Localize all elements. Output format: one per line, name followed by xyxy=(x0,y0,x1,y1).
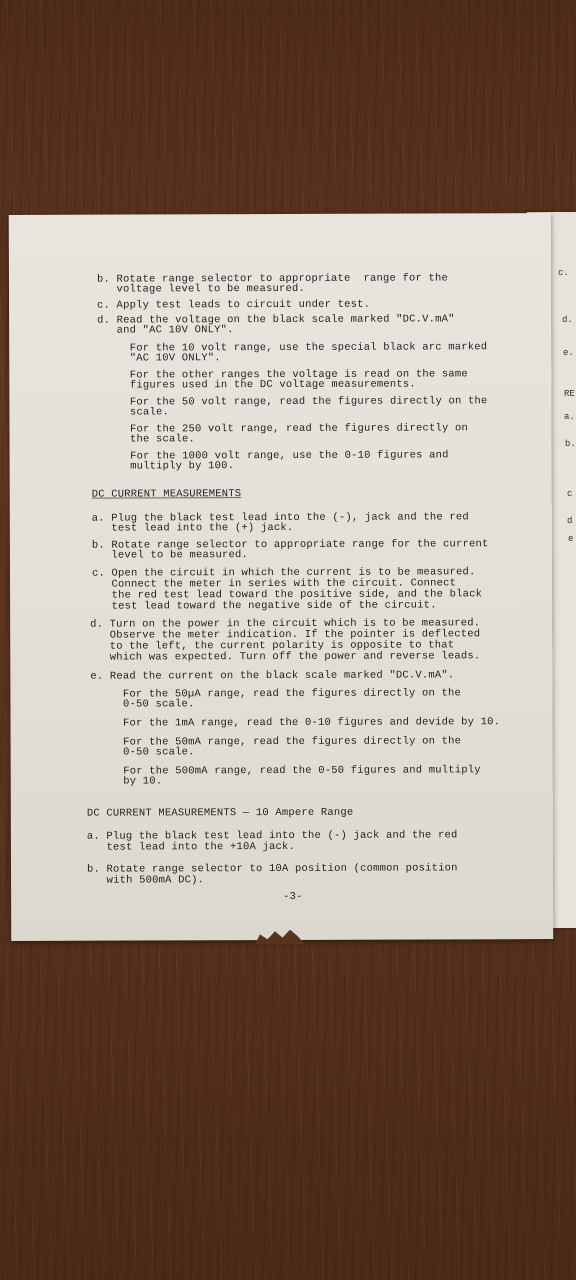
text-line: the red test lead toward the positive side, and the black xyxy=(92,588,483,602)
text-line: Observe the meter indication. If the pointer is deflected xyxy=(90,628,481,642)
adjacent-page-fragment: e xyxy=(568,534,574,544)
adjacent-page-fragment: e. xyxy=(563,348,574,358)
text-line: by 10. xyxy=(90,775,163,788)
text-line: 0-50 scale. xyxy=(90,698,195,711)
text-line: e. Read the current on the black scale marked "DC.V.mA". xyxy=(90,669,455,683)
text-line: multiply by 100. xyxy=(97,460,235,473)
adjacent-page-fragment: d. xyxy=(562,315,573,325)
adjacent-page-fragment: c xyxy=(567,489,573,499)
text-line: d. Read the voltage on the black scale marked "DC.V.mA" xyxy=(97,313,455,327)
text-line: test lead into the (+) jack. xyxy=(91,521,294,535)
adjacent-page-fragment: a. xyxy=(564,412,575,422)
text-line: a. Plug the black test lead into the (-) jack and the red xyxy=(86,829,458,843)
adjacent-page-fragment: RE xyxy=(564,389,575,399)
adjacent-page-fragment: c. xyxy=(558,268,569,278)
text-line: c. Apply test leads to circuit under test. xyxy=(97,298,371,312)
text-line: b. Rotate range selector to 10A position (common position xyxy=(86,862,458,876)
manual-page xyxy=(9,213,554,941)
text-line: with 500mA DC). xyxy=(87,874,205,887)
text-line: 0-50 scale. xyxy=(90,746,195,759)
text-line: For the 1000 volt range, use the 0-10 figures and xyxy=(97,449,449,463)
adjacent-page-fragment: d xyxy=(567,516,573,526)
text-line: For the 50mA range, read the figures directly on the xyxy=(90,735,462,749)
text-line: to the left, the current polarity is opposite to that xyxy=(90,639,455,653)
section-heading: DC CURRENT MEASUREMENTS xyxy=(91,488,242,501)
text-line: For the 1mA range, read the 0-10 figures and devide by 10. xyxy=(90,716,501,730)
text-line: d. Turn on the power in the circuit which is to be measured. xyxy=(90,617,481,631)
text-line: scale. xyxy=(97,406,169,419)
text-line: and "AC 10V ONLY". xyxy=(97,324,234,337)
text-line: For the 50 volt range, read the figures directly on the xyxy=(97,395,488,409)
text-line: which was expected. Turn off the power and reverse leads. xyxy=(90,650,481,664)
text-line: Connect the meter in series with the circuit. Connect xyxy=(92,577,457,591)
text-line: test lead toward the negative side of the circuit. xyxy=(92,599,437,613)
section-heading: DC CURRENT MEASUREMENTS — 10 Ampere Range xyxy=(86,806,354,820)
text-line: For the 50µA range, read the figures directly on the xyxy=(90,687,461,701)
text-line: c. Open the circuit in which the current is to be measured. xyxy=(91,566,476,580)
text-line: level to be measured. xyxy=(91,549,248,562)
text-line: voltage level to be measured. xyxy=(96,282,306,296)
text-line: b. Rotate range selector to appropriate range for the xyxy=(96,272,449,286)
text-line: For the 10 volt range, use the special black arc marked xyxy=(97,341,488,355)
text-line: a. Plug the black test lead into the (-), jack and the red xyxy=(91,511,469,525)
text-line: b. Rotate range selector to appropriate range for the current xyxy=(91,538,489,552)
text-line: "AC 10V ONLY". xyxy=(97,352,221,365)
text-line: For the 250 volt range, read the figures directly on xyxy=(97,422,469,436)
adjacent-page-fragment: b. xyxy=(565,439,576,449)
text-line: test lead into the +10A jack. xyxy=(86,840,296,854)
text-line: For the other ranges the voltage is read on the same xyxy=(97,368,468,382)
text-line: figures used in the DC voltage measurements. xyxy=(97,378,416,392)
text-line: the scale. xyxy=(97,433,196,446)
text-line: For the 500mA range, read the 0-50 figures and multiply xyxy=(90,764,481,778)
page-number: -3- xyxy=(283,890,303,903)
